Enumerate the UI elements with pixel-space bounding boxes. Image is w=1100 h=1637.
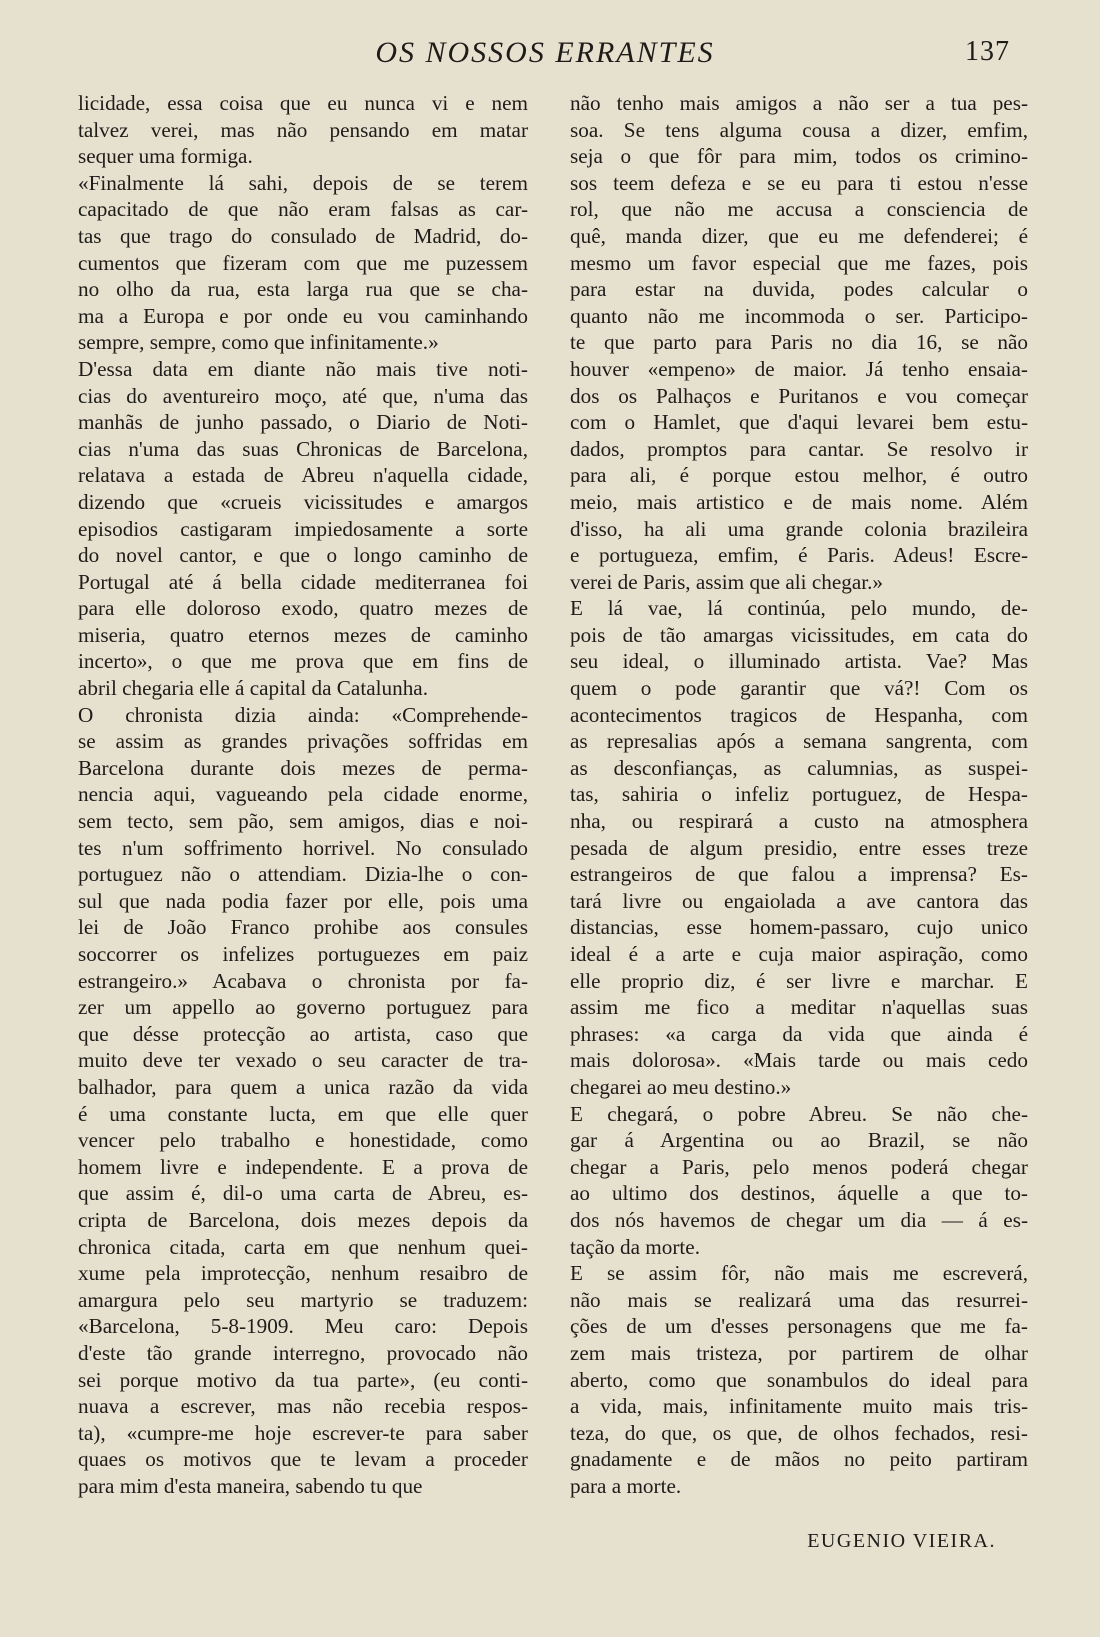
text-line: cias n'uma das suas Chronicas de Barcelona,	[78, 436, 528, 461]
text-line: cripta de Barcelona, dois mezes depois da	[78, 1207, 528, 1232]
text-line: d'este tão grande interregno, provocado não	[78, 1340, 528, 1365]
text-line: ta), «cumpre-me hoje escrever-te para saber	[78, 1420, 528, 1445]
text-line: distancias, esse homem-passaro, cujo unico	[570, 915, 1028, 940]
text-line: seu ideal, o illuminado artista. Vae? Mas	[570, 649, 1028, 674]
text-line: D'essa data em diante não mais tive noti-	[78, 356, 528, 381]
text-line: sul que nada podia fazer por elle, pois uma	[78, 888, 528, 913]
text-line: «Finalmente lá sahi, depois de se terem	[78, 170, 528, 195]
text-line: zer um appello ao governo portuguez para	[78, 995, 528, 1020]
text-line: episodios castigaram impiedosamente a sorte	[78, 516, 528, 541]
text-line: dizendo que «crueis vicissitudes e amargos	[78, 489, 528, 514]
text-line: quanto não me incommoda o ser. Participo-	[570, 303, 1028, 328]
text-line: no olho da rua, esta larga rua que se cha-	[78, 277, 528, 302]
text-line: sequer uma formiga.	[78, 144, 253, 169]
text-line: ideal é a arte e cuja maior aspiração, como	[570, 942, 1028, 966]
text-line: que assim é, dil-o uma carta de Abreu, es-	[78, 1181, 528, 1206]
text-line: para mim d'esta maneira, sabendo tu que	[78, 1473, 423, 1498]
text-line: lei de João Franco prohibe aos consules	[78, 915, 528, 940]
text-line: sempre, sempre, como que infinitamente.»	[78, 330, 439, 355]
text-line: soccorrer os infelizes portuguezes em paiz	[78, 942, 528, 966]
text-line: dados, promptos para cantar. Se resolvo ir	[570, 436, 1028, 461]
text-line: cumentos que fizeram com que me puzessem	[78, 250, 528, 275]
text-line: as represalias após a semana sangrenta, com	[570, 729, 1028, 754]
text-line: E lá vae, lá continúa, pelo mundo, de-	[570, 596, 1028, 621]
text-line: abril chegaria elle á capital da Catalunha.	[78, 676, 428, 701]
text-line: estrangeiro.» Acabava o chronista por fa-	[78, 968, 528, 993]
text-line: sem tecto, sem pão, sem amigos, dias e noi-	[78, 809, 528, 834]
text-line: acontecimentos tragicos de Hespanha, com	[570, 702, 1028, 727]
text-line: manhãs de junho passado, o Diario de Noti-	[78, 410, 528, 435]
text-line: gar á Argentina ou ao Brazil, se não	[570, 1128, 1028, 1153]
text-line: com o Hamlet, que d'aqui levarei bem estu-	[570, 410, 1028, 435]
page-number: 137	[965, 36, 1010, 67]
text-line: tas que trago do consulado de Madrid, do-	[78, 223, 528, 248]
text-line: quê, manda dizer, que eu me defenderei; é	[570, 223, 1028, 248]
text-line: chronica citada, carta em que nenhum quei-	[78, 1234, 528, 1259]
text-line: talvez verei, mas não pensando em matar	[78, 117, 528, 142]
text-line: amargura pelo seu martyrio se traduzem:	[78, 1287, 528, 1312]
text-line: se assim as grandes privações soffridas em	[78, 729, 528, 754]
text-line: gnadamente e de mãos no peito partiram	[570, 1447, 1028, 1472]
text-line: e portugueza, emfim, é Paris. Adeus! Escre-	[570, 543, 1028, 568]
text-line: ções de um d'esses personagens que me fa-	[570, 1314, 1028, 1339]
text-line: estrangeiros de que falou a imprensa? Es-	[570, 862, 1028, 887]
text-line: Barcelona durante dois mezes de perma-	[78, 755, 528, 780]
text-line: a vida, mais, infinitamente muito mais tris-	[570, 1394, 1028, 1419]
text-line: para ali, é porque estou melhor, é outro	[570, 463, 1028, 488]
text-line: sei porque motivo da tua parte», (eu conti-	[78, 1367, 528, 1392]
left-column	[78, 90, 528, 1499]
text-line: mesmo um favor especial que me fazes, pois	[570, 250, 1028, 275]
text-line: Portugal até á bella cidade mediterranea foi	[78, 569, 528, 594]
text-line: nha, ou respirará a custo na atmosphera	[570, 809, 1028, 834]
text-line: incerto», o que me prova que em fins de	[78, 649, 528, 674]
text-line: ma a Europa e por onde eu vou caminhando	[78, 303, 528, 328]
text-line: dos os Palhaços e Puritanos e vou começar	[570, 383, 1028, 408]
text-line: nuava a escrever, mas não recebia respos-	[78, 1394, 528, 1419]
text-line: tas, sahiria o infeliz portuguez, de Hespa-	[570, 782, 1028, 807]
text-line: chegar a Paris, pelo menos poderá chegar	[570, 1154, 1028, 1179]
text-line: tes n'um soffrimento horrivel. No consulado	[78, 835, 528, 860]
text-line: teza, do que, os que, de olhos fechados, resi-	[570, 1420, 1028, 1445]
text-line: te que parto para Paris no dia 16, se não	[570, 330, 1028, 355]
text-line: quaes os motivos que te levam a proceder	[78, 1447, 528, 1472]
text-line: licidade, essa coisa que eu nunca vi e nem	[78, 91, 528, 115]
text-line: xume pela improtecção, nenhum resaibro de	[78, 1261, 528, 1286]
text-line: as desconfianças, as calumnias, as suspei-	[570, 755, 1028, 780]
text-line: portuguez não o attendiam. Dizia-lhe o con-	[78, 862, 528, 887]
text-line: dos nós havemos de chegar um dia — á es-	[570, 1207, 1028, 1232]
text-line: seja o que fôr para mim, todos os crimino-	[570, 144, 1028, 169]
text-line: houver «empeno» de maior. Já tenho ensaia-	[570, 356, 1028, 381]
text-line: para estar na duvida, podes calcular o	[570, 277, 1028, 302]
text-line: zem mais tristeza, por partirem de olhar	[570, 1340, 1028, 1365]
text-line: mais dolorosa». «Mais tarde ou mais cedo	[570, 1048, 1028, 1073]
text-line: phrases: «a carga da vida que ainda é	[570, 1021, 1028, 1046]
text-line: sos teem defeza e se eu para ti estou n'esse	[570, 170, 1028, 195]
text-line: que désse protecção ao artista, caso que	[78, 1021, 528, 1046]
text-line: E chegará, o pobre Abreu. Se não che-	[570, 1101, 1028, 1126]
text-line: muito deve ter vexado o seu caracter de tra-	[78, 1048, 528, 1073]
author-signature: EUGENIO VIEIRA.	[807, 1530, 996, 1552]
running-title: OS NOSSOS ERRANTES	[375, 36, 715, 69]
text-line: tação da morte.	[570, 1234, 701, 1259]
text-line: pois de tão amargas vicissitudes, em cata do	[570, 622, 1028, 647]
text-line: balhador, para quem a unica razão da vida	[78, 1074, 528, 1099]
right-column	[570, 90, 1028, 1499]
text-line: relatava a estada de Abreu n'aquella cidade,	[78, 463, 528, 488]
text-line: capacitado de que não eram falsas as car-	[78, 197, 528, 222]
text-line: chegarei ao meu destino.»	[570, 1074, 792, 1099]
text-line: pesada de algum presidio, entre esses treze	[570, 835, 1028, 860]
text-line: é uma constante lucta, em que elle quer	[78, 1101, 528, 1126]
text-line: meio, mais artistico e de mais nome. Além	[570, 489, 1028, 514]
text-line: E se assim fôr, não mais me escreverá,	[570, 1261, 1028, 1286]
text-line: verei de Paris, assim que ali chegar.»	[570, 569, 884, 594]
text-line: «Barcelona, 5-8-1909. Meu caro: Depois	[78, 1314, 528, 1339]
text-line: aberto, como que sonambulos do ideal para	[570, 1367, 1028, 1392]
text-line: do novel cantor, e que o longo caminho de	[78, 543, 528, 568]
text-line: para a morte.	[570, 1473, 682, 1498]
text-line: quem o pode garantir que vá?! Com os	[570, 676, 1028, 701]
text-line: vencer pelo trabalho e honestidade, como	[78, 1128, 528, 1153]
text-line: não tenho mais amigos a não ser a tua pes-	[570, 91, 1028, 115]
text-line: soa. Se tens alguma cousa a dizer, emfim,	[570, 117, 1028, 142]
text-line: O chronista dizia ainda: «Comprehende-	[78, 702, 528, 727]
text-line: tará livre ou engaiolada a ave cantora das	[570, 888, 1028, 913]
text-line: rol, que não me accusa a consciencia de	[570, 197, 1028, 222]
text-line: d'isso, ha ali uma grande colonia brazileira	[570, 516, 1028, 541]
text-line: elle proprio diz, é ser livre e marchar. E	[570, 968, 1028, 993]
text-line: não mais se realizará uma das resurrei-	[570, 1287, 1028, 1312]
text-line: para elle doloroso exodo, quatro mezes de	[78, 596, 528, 621]
text-line: cias do aventureiro moço, até que, n'uma das	[78, 383, 528, 408]
page-header	[80, 30, 1010, 80]
text-line: miseria, quatro eternos mezes de caminho	[78, 622, 528, 647]
text-line: homem livre e independente. E a prova de	[78, 1154, 528, 1179]
text-line: assim me fico a meditar n'aquellas suas	[570, 995, 1028, 1020]
text-line: ao ultimo dos destinos, áquelle a que to-	[570, 1181, 1028, 1206]
text-line: nencia aqui, vagueando pela cidade enorme,	[78, 782, 528, 807]
